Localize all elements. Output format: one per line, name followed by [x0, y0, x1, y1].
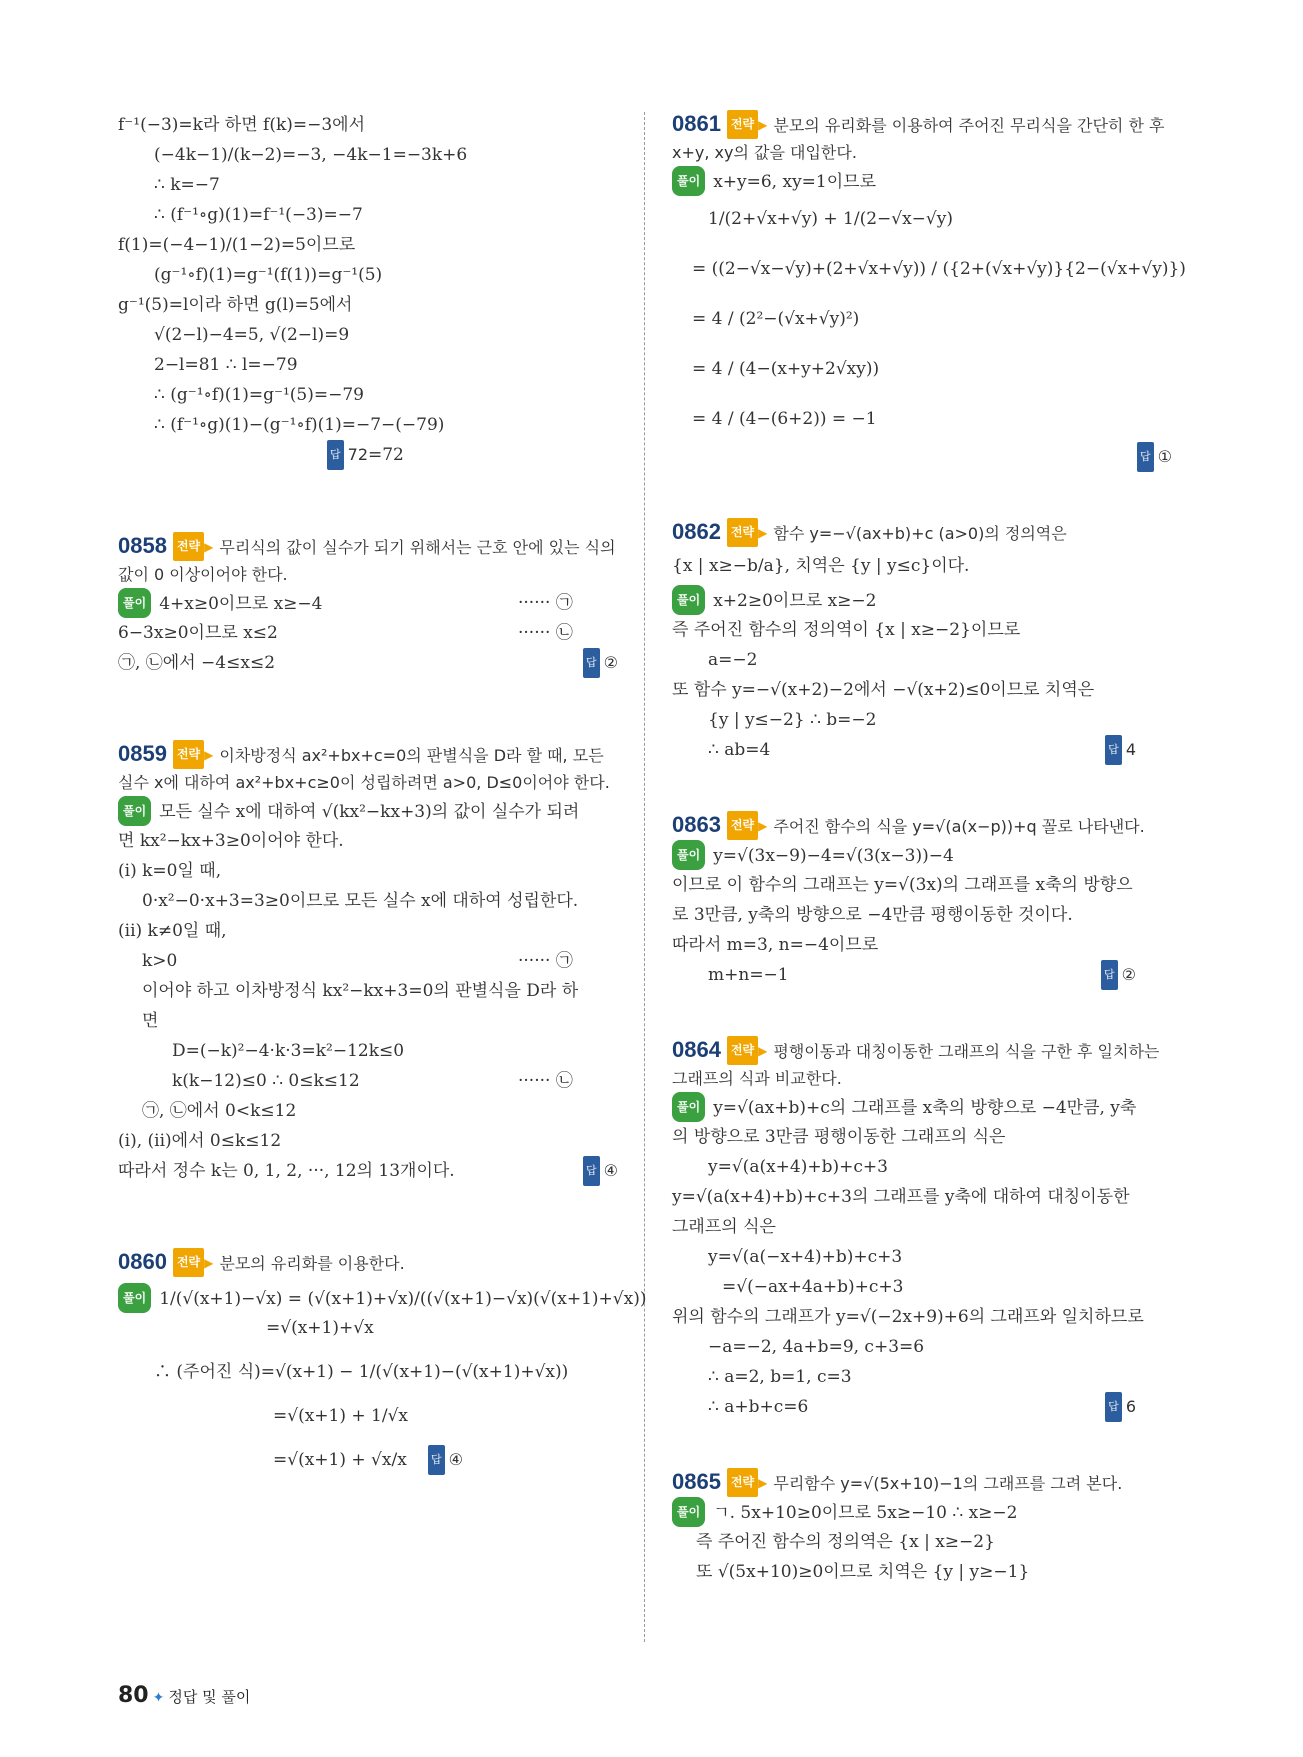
strategy-tag: 전략	[173, 740, 204, 769]
problem-heading	[118, 740, 618, 796]
strategy-arrow-icon: ▶	[758, 118, 768, 132]
solution-line	[330, 440, 618, 470]
solution-line: 이므로 이 함수의 그래프는 y=√(3x)의 그래프를 x축의 방향으	[672, 875, 1133, 895]
solution-badge: 풀이	[672, 585, 705, 615]
solution-line: 따라서 m=3, n=−4이므로	[672, 935, 879, 955]
strategy-arrow-icon: ▶	[758, 1476, 768, 1490]
strategy-text: 함수 y=−√(ax+b)+c (a>0)의 정의역은	[773, 524, 1067, 543]
solution-line: ∴ (f⁻¹∘g)(1)=f⁻¹(−3)=−7	[154, 205, 363, 225]
answer: 답 ④	[583, 1156, 618, 1186]
problem-heading	[118, 532, 618, 588]
left-top-solution	[118, 110, 618, 470]
problem-number: 0859	[118, 741, 167, 766]
solution-line: = 4 / (4−(6+2)) = −1	[692, 409, 877, 429]
solution-line: 위의 함수의 그래프가 y=√(−2x+9)+6의 그래프와 일치하므로	[672, 1307, 1144, 1327]
solution-line: (−4k−1)/(k−2)=−3, −4k−1=−3k+6	[154, 145, 468, 165]
solution-line: ㉠, ㉡에서 −4≤x≤2 답 ②	[118, 648, 618, 678]
solution-line: −a=−2, 4a+b=9, c+3=6	[708, 1337, 925, 1357]
solution-line: 2−l=81 ∴ l=−79	[154, 355, 298, 375]
strategy-text: 무리식의 값이 실수가 되기 위해서는 근호 안에 있는 식의 값이 0 이상이어야 한다.	[118, 538, 616, 584]
solution-line: =√(x+1) + 1/√x	[273, 1406, 409, 1426]
solution-line: 풀이 ㄱ. 5x+10≥0이므로 5x≥−10 ∴ x≥−2	[672, 1497, 1172, 1527]
problem-number: 0862	[672, 519, 721, 544]
solution-line: f⁻¹(−3)=k라 하면 f(k)=−3에서	[118, 115, 366, 135]
left-column	[118, 110, 647, 1475]
solution-line: (i), (ii)에서 0≤k≤12	[118, 1131, 282, 1151]
solution-line: ∴ ab=4 답 4	[708, 735, 1172, 765]
solution-line: 의 방향으로 3만큼 평행이동한 그래프의 식은	[672, 1127, 1006, 1147]
problem-0863	[672, 811, 1172, 990]
solution-badge: 풀이	[672, 840, 705, 870]
solution-line: (ii) k≠0일 때,	[118, 921, 227, 941]
problem-heading	[672, 110, 1172, 166]
solution-line: (g⁻¹∘f)(1)=g⁻¹(f(1))=g⁻¹(5)	[154, 265, 383, 285]
solution-line: a=−2	[708, 650, 758, 670]
strategy-arrow-icon: ▶	[758, 526, 768, 540]
solution-line: √(2−l)−4=5, √(2−l)=9	[154, 325, 350, 345]
solution-line: f(1)=(−4−1)/(1−2)=5이므로	[118, 235, 356, 255]
answer: 답 72	[327, 440, 368, 470]
strategy-tag: 전략	[727, 1468, 758, 1497]
answer-badge: 답	[1137, 442, 1154, 472]
solution-line: 풀이 모든 실수 x에 대하여 √(kx²−kx+3)의 값이 실수가 되려	[118, 796, 618, 826]
strategy-text: 평행이동과 대칭이동한 그래프의 식을 구한 후 일치하는 그래프의 식과 비교한다.	[672, 1042, 1160, 1088]
solution-line: 풀이 x+y=6, xy=1이므로	[672, 166, 1172, 196]
solution-badge: 풀이	[672, 1497, 705, 1527]
solution-line: 면 kx²−kx+3≥0이어야 한다.	[118, 831, 344, 851]
solution-line: =√(−ax+4a+b)+c+3	[722, 1277, 904, 1297]
problem-0861	[672, 110, 1186, 472]
solution-line: 풀이 y=√(ax+b)+c의 그래프를 x축의 방향으로 −4만큼, y축	[672, 1092, 1172, 1122]
strategy-arrow-icon: ▶	[204, 1256, 214, 1270]
problem-heading	[672, 1036, 1172, 1092]
answer: 답 4	[1105, 735, 1136, 765]
strategy-line: {x | x≥−b/a}, 치역은 {y | y≤c}이다.	[672, 556, 970, 576]
solution-badge: 풀이	[672, 1092, 705, 1122]
problem-heading	[672, 518, 1172, 547]
solution-line: ∴ a+b+c=6 답 6	[708, 1392, 1172, 1422]
equation-mark: ······ ㉠	[518, 951, 573, 971]
answer-badge: 답	[1101, 960, 1118, 990]
solution-line: 따라서 정수 k는 0, 1, 2, ···, 12의 13개이다. 답 ④	[118, 1156, 618, 1186]
solution-line	[672, 442, 1172, 472]
strategy-tag: 전략	[727, 110, 758, 139]
problem-number: 0861	[672, 111, 721, 136]
solution-line: 풀이 x+2≥0이므로 x≥−2	[672, 585, 1172, 615]
solution-line: ∴ k=−7	[154, 175, 220, 195]
page-number: 80	[118, 1683, 149, 1708]
solution-line: 또 √(5x+10)≥0이므로 치역은 {y | y≥−1}	[696, 1562, 1030, 1582]
solution-line: 그래프의 식은	[672, 1217, 776, 1237]
footer-label: 정답 및 풀이	[168, 1688, 251, 1706]
answer-badge: 답	[583, 648, 600, 678]
solution-line: g⁻¹(5)=l이라 하면 g(l)=5에서	[118, 295, 353, 315]
solution-line: 풀이 4+x≥0이므로 x≥−4 ······ ㉠	[118, 588, 618, 618]
solution-line: = 4 / (2²−(√x+√y)²)	[692, 309, 860, 329]
problem-number: 0865	[672, 1469, 721, 1494]
strategy-arrow-icon: ▶	[758, 819, 768, 833]
solution-line: k(k−12)≤0 ∴ 0≤k≤12 ······ ㉡	[172, 1066, 618, 1096]
strategy-tag: 전략	[727, 518, 758, 547]
page-footer	[118, 1683, 250, 1708]
strategy-text: 분모의 유리화를 이용하여 주어진 무리식을 간단히 한 후 x+y, xy의 값을 대입한다.	[672, 116, 1165, 162]
solution-badge: 풀이	[118, 1283, 151, 1313]
strategy-text: 분모의 유리화를 이용한다.	[219, 1254, 405, 1273]
strategy-tag: 전략	[727, 1036, 758, 1065]
problem-0859	[118, 740, 618, 1186]
solution-line: ㉠, ㉡에서 0<k≤12	[142, 1101, 297, 1121]
answer-badge: 답	[327, 440, 344, 470]
strategy-arrow-icon: ▶	[204, 540, 214, 554]
strategy-tag: 전략	[727, 811, 758, 840]
solution-line: y=√(a(x+4)+b)+c+3	[708, 1157, 888, 1177]
solution-line: =√(x+1) + √x/x 답 ④	[273, 1445, 618, 1475]
solution-line: 풀이 1/(√(x+1)−√x) = (√(x+1)+√x)/((√(x+1)−√x)(√(x+1)+√x))	[118, 1283, 618, 1313]
solution-line: 이어야 하고 이차방정식 kx²−kx+3=0의 판별식을 D라 하	[142, 981, 579, 1001]
strategy-text: 주어진 함수의 식을 y=√(a(x−p))+q 꼴로 나타낸다.	[773, 817, 1145, 836]
solution-line: 또 함수 y=−√(x+2)−2에서 −√(x+2)≤0이므로 치역은	[672, 680, 1095, 700]
solution-badge: 풀이	[118, 796, 151, 826]
answer: 답 ②	[583, 648, 618, 678]
problem-number: 0864	[672, 1037, 721, 1062]
answer: 답 6	[1105, 1392, 1136, 1422]
solution-line: (i) k=0일 때,	[118, 861, 222, 881]
solution-line: 풀이 y=√(3x−9)−4=√(3(x−3))−4	[672, 840, 1172, 870]
answer-badge: 답	[1105, 1392, 1122, 1422]
problem-0862	[672, 518, 1172, 765]
solution-line: = ((2−√x−√y)+(2+√x+√y)) / ({2+(√x+√y)}{2−(√x+√y)})	[692, 259, 1186, 279]
solution-line: ∴ (g⁻¹∘f)(1)=g⁻¹(5)=−79	[154, 385, 364, 405]
problem-number: 0860	[118, 1249, 167, 1274]
solution-line: 로 3만큼, y축의 방향으로 −4만큼 평행이동한 것이다.	[672, 905, 1073, 925]
solution-line: D=(−k)²−4·k·3=k²−12k≤0	[172, 1041, 405, 1061]
solution-line: m+n=−1 답 ②	[708, 960, 1172, 990]
solution-line: 즉 주어진 함수의 정의역은 {x | x≥−2}	[696, 1532, 995, 1552]
strategy-tag: 전략	[173, 532, 204, 561]
equation-mark: ······ ㉡	[518, 1071, 573, 1091]
solution-line: {y | y≤−2} ∴ b=−2	[708, 710, 877, 730]
solution-line: 즉 주어진 함수의 정의역이 {x | x≥−2}이므로	[672, 620, 1021, 640]
answer: 답 ④	[428, 1445, 463, 1475]
column-divider	[644, 112, 645, 1642]
right-column	[672, 110, 1186, 1587]
solution-line: ∴ (f⁻¹∘g)(1)−(g⁻¹∘f)(1)=−7−(−79)	[154, 415, 445, 435]
problem-0864	[672, 1036, 1172, 1422]
problem-heading	[118, 1248, 618, 1277]
strategy-tag: 전략	[173, 1248, 204, 1277]
solution-line: = 4 / (4−(x+y+2√xy))	[692, 359, 880, 379]
solution-line: y=√(a(−x+4)+b)+c+3	[708, 1247, 903, 1267]
solution-line: ∴ a=2, b=1, c=3	[708, 1367, 852, 1387]
strategy-text: 무리함수 y=√(5x+10)−1의 그래프를 그려 본다.	[773, 1474, 1123, 1493]
solution-line: k>0 ······ ㉠	[142, 946, 618, 976]
star-icon: ✦	[152, 1690, 165, 1706]
answer: 답 ②	[1101, 960, 1136, 990]
solution-line: 1/(2+√x+√y) + 1/(2−√x−√y)	[708, 209, 953, 229]
strategy-arrow-icon: ▶	[204, 748, 214, 762]
answer-badge: 답	[428, 1445, 445, 1475]
problem-0858	[118, 532, 618, 678]
answer-badge: 답	[1105, 735, 1122, 765]
problem-0865	[672, 1468, 1172, 1587]
problem-number: 0863	[672, 812, 721, 837]
equation-mark: ······ ㉠	[518, 593, 573, 613]
result-text: =72	[368, 445, 404, 465]
solution-line: 면	[142, 1011, 159, 1031]
solution-line: 6−3x≥0이므로 x≤2 ······ ㉡	[118, 618, 618, 648]
solution-line: y=√(a(x+4)+b)+c+3의 그래프를 y축에 대하여 대칭이동한	[672, 1187, 1130, 1207]
solution-line: =√(x+1)+√x	[266, 1318, 374, 1338]
strategy-text: 이차방정식 ax²+bx+c=0의 판별식을 D라 할 때, 모든 실수 x에 대하여 ax²+bx+c≥0이 성립하려면 a>0, D≤0이어야 한다.	[118, 746, 610, 792]
equation-mark: ······ ㉡	[518, 623, 573, 643]
problem-number: 0858	[118, 533, 167, 558]
solution-line: ∴ (주어진 식)=√(x+1) − 1/(√(x+1)−(√(x+1)+√x))	[154, 1362, 569, 1382]
solution-badge: 풀이	[672, 166, 705, 196]
solution-line: 0·x²−0·x+3=3≥0이므로 모든 실수 x에 대하여 성립한다.	[142, 891, 579, 911]
answer-badge: 답	[583, 1156, 600, 1186]
strategy-arrow-icon: ▶	[758, 1044, 768, 1058]
problem-heading	[672, 811, 1172, 840]
solution-badge: 풀이	[118, 588, 151, 618]
problem-heading	[672, 1468, 1172, 1497]
answer: 답 ①	[1137, 442, 1172, 472]
problem-0860	[118, 1248, 647, 1475]
